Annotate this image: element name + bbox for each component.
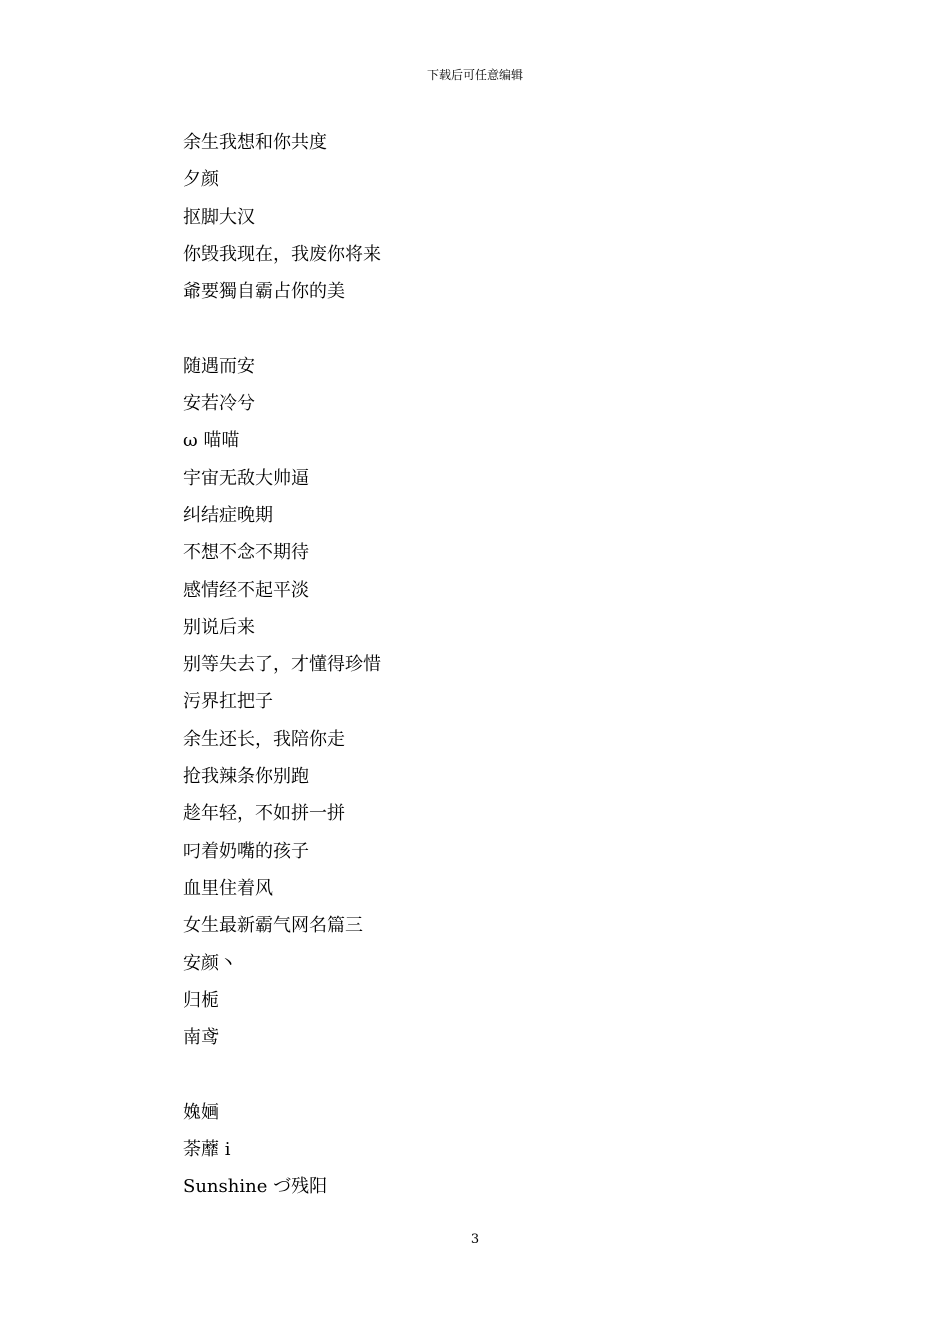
text-line: 趁年轻，不如拼一拼 <box>183 803 345 825</box>
text-line: 安颜丶 <box>183 952 237 974</box>
text-line: 爺要獨自霸占你的美 <box>183 281 345 303</box>
text-line: 余生我想和你共度 <box>183 132 327 153</box>
blank-line <box>183 1056 783 1093</box>
text-line: 南鸢 <box>183 1027 219 1049</box>
text-line: 感情经不起平淡 <box>183 579 309 601</box>
page-header: 下载后可任意编辑 <box>426 68 523 82</box>
text-line: 抠脚大汉 <box>183 206 255 228</box>
text-line: 荼蘼 i <box>183 1139 231 1161</box>
text-line: 婏婳 <box>183 1101 219 1123</box>
text-line: 血里住着风 <box>183 877 273 899</box>
text-line: ω 喵喵 <box>183 430 240 452</box>
text-line: 余生还长，我陪你走 <box>183 728 345 750</box>
text-line: 安若冷兮 <box>183 393 255 415</box>
text-line: 不想不念不期待 <box>183 542 309 564</box>
page-number: 3 <box>470 1232 480 1247</box>
text-line: Sunshine づ残阳 <box>183 1176 328 1198</box>
text-line: 污界扛把子 <box>183 691 273 713</box>
text-line: 你毁我现在，我废你将来 <box>183 243 381 265</box>
text-line: 归栀 <box>183 989 219 1011</box>
text-line: 叼着奶嘴的孩子 <box>183 840 309 862</box>
text-line: 女生最新霸气网名篇三 <box>183 915 363 937</box>
text-line: 抢我辣条你别跑 <box>183 766 309 788</box>
text-line: 别说后来 <box>183 616 255 638</box>
text-line: 别等失去了，才懂得珍惜 <box>183 654 381 676</box>
text-line: 随遇而安 <box>183 355 255 377</box>
text-line: 纠结症晚期 <box>183 504 273 526</box>
blank-line <box>183 310 783 347</box>
text-line: 宇宙无敌大帅逼 <box>183 467 309 489</box>
text-line: 夕颜 <box>183 169 219 191</box>
document-body <box>183 124 783 1206</box>
